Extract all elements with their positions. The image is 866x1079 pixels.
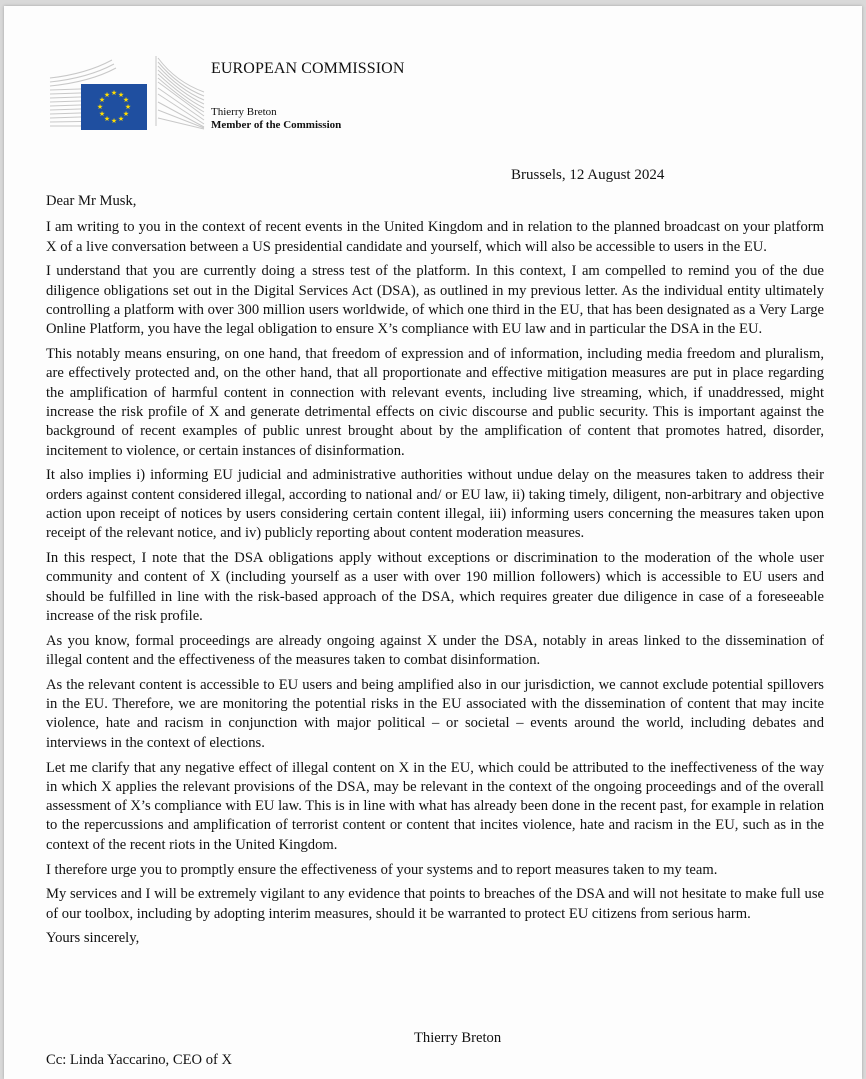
- sender-name: Thierry Breton: [211, 106, 277, 118]
- svg-text:★: ★: [103, 115, 111, 123]
- svg-text:★: ★: [103, 91, 111, 99]
- svg-text:★: ★: [124, 103, 132, 111]
- cc-line: Cc: Linda Yaccarino, CEO of X: [46, 1052, 233, 1068]
- sender-role: Member of the Commission: [211, 119, 342, 131]
- paragraph: This notably means ensuring, on one hand, that freedom of expression and of information, including media freedom and pluralism, are effectively protected and, on the other hand, that all proportionate and effective mitigation measures are put in place regarding the amplification of harmful content in connection with relevant events, including live streaming, which, if unaddressed, might increase the risk profile of X and generate detrimental effects on civic discourse and public security. This is important against the background of recent examples of public unrest brought about by the amplification of content that promotes hatred, disorder, incitement to violence, or certain instances of disinformation.: [46, 346, 824, 459]
- paragraph: My services and I will be extremely vigilant to any evidence that points to breaches of the DSA and will not hesitate to make full use of our toolbox, including by adopting interim measures, should it be warranted to protect EU citizens from serious harm.: [46, 886, 824, 922]
- letter-date: Brussels, 12 August 2024: [511, 167, 665, 183]
- paragraph: In this respect, I note that the DSA obligations apply without exceptions or discrimination to the moderation of the whole user community and content of X (including yourself as a user with over 190 million followers) which is accessible to EU users and should be fulfilled in line with the risk-based approach of the DSA, which requires greater due diligence in case of a foreseeable increase of the risk profile.: [46, 550, 824, 624]
- svg-text:★: ★: [117, 115, 125, 123]
- paragraph: I understand that you are currently doing a stress test of the platform. In this context, I am compelled to remind you of the due diligence obligations set out in the Digital Services Act (DSA), as outlined in my previous letter. As the individual entity ultimately controlling a platform with over 300 million users worldwide, of which one third in the EU, that has been designated as a Very Large Online Platform, you have the legal obligation to ensure X’s compliance with EU law and in particular the DSA in the EU.: [46, 263, 824, 338]
- svg-text:★: ★: [110, 117, 118, 125]
- svg-text:★: ★: [98, 110, 106, 118]
- paragraph: It also implies i) informing EU judicial and administrative authorities without undue delay on the measures taken to address their orders against content considered illegal, according to national and/ or EU law, ii) taking timely, diligent, non-arbitrary and objective action upon receipt of notices by users considering certain content illegal, iii) informing users concerning the measures taken upon receipt of the relevant notice, and iv) publicly reporting about content moderation measures.: [46, 467, 824, 542]
- paragraph: I therefore urge you to promptly ensure the effectiveness of your systems and to report measures taken to my team.: [46, 861, 718, 878]
- signature-name: Thierry Breton: [414, 1030, 502, 1046]
- european-commission-logo-icon: [46, 54, 208, 130]
- svg-text:★: ★: [117, 91, 125, 99]
- svg-text:★: ★: [110, 89, 118, 97]
- paragraph: As you know, formal proceedings are already ongoing against X under the DSA, notably in areas linked to the dissemination of illegal content and the effectiveness of the measures taken to combat disinformation.: [46, 632, 824, 669]
- svg-text:★: ★: [122, 110, 130, 118]
- svg-text:★: ★: [122, 96, 130, 104]
- svg-text:★: ★: [96, 103, 104, 111]
- paragraph: Let me clarify that any negative effect of illegal content on X in the EU, which could be attributed to the ineffectiveness of the way in which X applies the relevant provisions of the DSA, may be relevant in the context of the ongoing proceedings and of the overall assessment of X’s compliance with EU law. This is in line with what has already been done in the recent past, for example in relation to the repercussions and amplification of terrorist content or content that incites violence, hate and racism in the EU, such as in the context of the recent riots in the United Kingdom.: [46, 759, 824, 853]
- organization-name: EUROPEAN COMMISSION: [211, 60, 405, 77]
- closing: Yours sincerely,: [46, 930, 140, 947]
- letter-page: [4, 6, 862, 1079]
- paragraph: I am writing to you in the context of recent events in the United Kingdom and in relation to the planned broadcast on your platform X of a live conversation between a US presidential candidate and yourself, which will also be accessible to users in the EU.: [46, 219, 824, 255]
- paragraph: As the relevant content is accessible to EU users and being amplified also in our jurisdiction, we cannot exclude potential spillovers in the EU. Therefore, we are monitoring the potential risks in the EU associated with the dissemination of content that may incite violence, hate and racism in conjunction with major political – or societal – events around the world, including debates and interviews in the context of elections.: [46, 676, 824, 751]
- letter-body: [46, 192, 824, 954]
- salutation: Dear Mr Musk,: [46, 193, 137, 209]
- svg-text:★: ★: [98, 96, 106, 104]
